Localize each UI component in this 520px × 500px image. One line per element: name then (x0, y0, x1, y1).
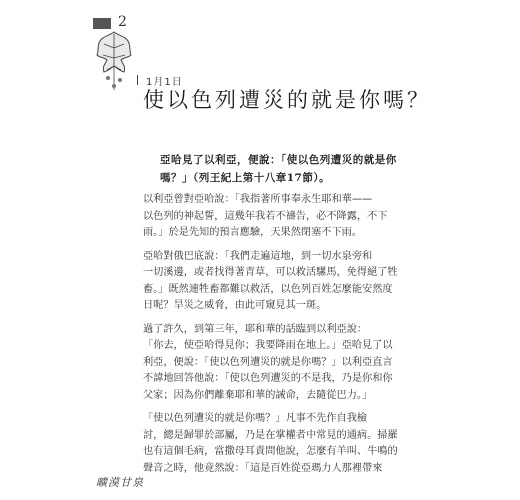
text-line: 討，總是歸罪於部屬，乃是在掌權者中常見的通病。掃羅 (143, 429, 398, 441)
text-line: 「使以色列遭災的就是你嗎？」凡事不先作自我檢 (143, 413, 368, 424)
text-line: 過了許久，到第三年，耶和華的話臨到以利亞說： (143, 323, 368, 335)
page-number: 2 (118, 14, 127, 30)
paragraph (143, 192, 405, 242)
text-line: 也有這個毛病，當撒母耳責問他說，怎麼有羊叫、牛鳴的 (143, 446, 398, 457)
grape-leaf-icon (95, 30, 133, 92)
text-line: 不諱地回答他說：「使以色列遭災的不是我，乃是你和你 (143, 373, 393, 384)
verse-line: 亞哈見了以利亞，便說：「使以色列遭災的就是你 (160, 154, 397, 166)
text-line: 日呢？旱災之威脅，由此可窺見其一斑。 (143, 300, 327, 311)
text-line: 聲音之時，他竟然說：「這是百姓從亞瑪力人那裡帶來 (143, 462, 383, 474)
text-line: 利亞，便說：「使以色列遭災的就是你嗎？」以利亞直言 (143, 356, 393, 368)
text-line: 父家；因為你們離棄耶和華的誡命，去隨從巴力。」 (143, 389, 373, 401)
page-marker (93, 18, 111, 29)
text-line: 畜。」既然連牲畜都難以救活，以色列百姓怎麼能安然度 (143, 283, 393, 295)
date-divider (137, 75, 138, 85)
text-line: 亞哈對俄巴底說：「我們走遍這地，到一切水泉旁和 (143, 250, 373, 262)
text-line: 「你去，使亞哈得見你；我要降雨在地上。」亞哈見了以 (143, 340, 393, 351)
text-line: 以色列的神起誓，這幾年我若不禱告，必不降露，不下 (143, 210, 388, 222)
verse-line: 嗎？」（列王紀上第十八章17節）。 (160, 172, 331, 184)
paragraph (143, 249, 405, 315)
paragraph (143, 322, 405, 405)
paragraph (143, 411, 405, 477)
devotion-date: 1月1日 (146, 77, 183, 88)
scripture-verse (160, 151, 405, 187)
devotion-title: 使以色列遭災的就是你嗎？ (143, 88, 431, 112)
book-logo: 曠漠甘泉 (96, 476, 144, 489)
text-line: 一切溪邊，或者找得著青草，可以救活騾馬，免得絕了牲 (143, 267, 398, 278)
devotion-body (143, 192, 405, 484)
text-line: 雨。」於是先知的預言應驗，天果然閉塞不下雨。 (143, 227, 363, 238)
text-line: 以利亞曾對亞哈說：「我指著所事奉永生耶和華—— (143, 194, 373, 205)
